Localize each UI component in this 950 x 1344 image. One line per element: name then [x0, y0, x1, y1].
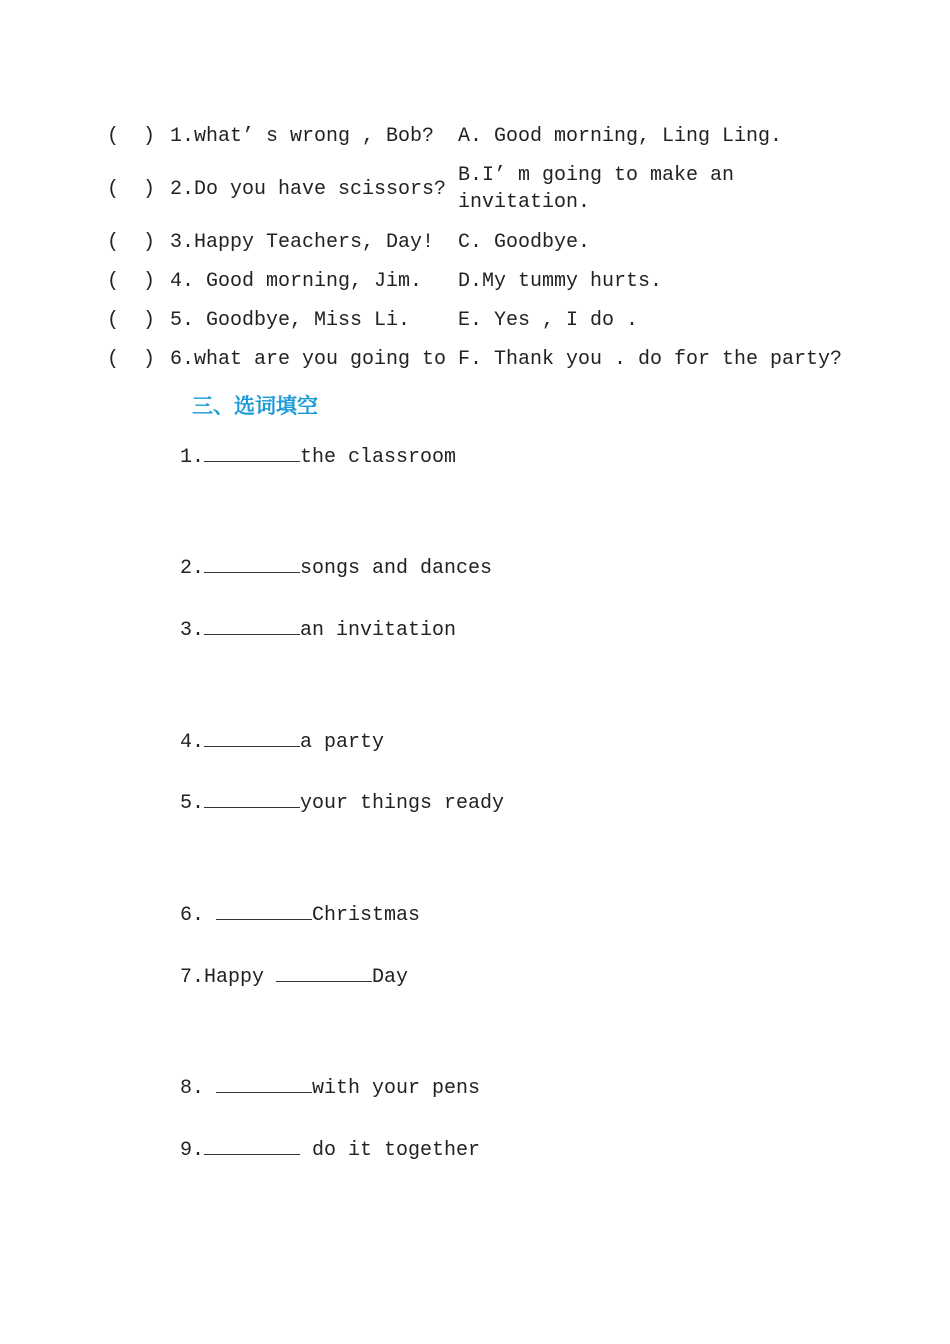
answer-bracket[interactable]: ( ): [107, 231, 156, 254]
item-number: 8.: [180, 1077, 217, 1100]
answer-f: F. Thank you . do for the party?: [458, 348, 843, 371]
fill-item-9: [180, 1136, 480, 1163]
answer-blank[interactable]: [276, 963, 372, 982]
answer-blank[interactable]: [204, 789, 300, 808]
item-number: 2.: [180, 557, 205, 580]
answer-blank[interactable]: [216, 1074, 312, 1093]
item-number: 4.: [180, 731, 205, 754]
fill-item-5: [180, 789, 504, 816]
item-number: 1.: [180, 446, 205, 469]
question-6: 6.what are you going to: [170, 348, 447, 371]
section-heading: 三、选词填空: [192, 393, 318, 418]
item-text: songs and dances: [300, 557, 493, 580]
question-5: 5. Goodbye, Miss Li.: [170, 309, 411, 332]
answer-bracket[interactable]: ( ): [107, 178, 156, 201]
item-number: 3.: [180, 619, 205, 642]
answer-blank[interactable]: [204, 554, 300, 573]
fill-item-7: [180, 963, 408, 990]
answer-bracket[interactable]: ( ): [107, 348, 156, 371]
item-text: an invitation: [300, 619, 457, 642]
fill-item-3: [180, 616, 456, 643]
item-text: your things ready: [300, 792, 505, 815]
fill-item-1: [180, 443, 456, 470]
answer-blank[interactable]: [204, 728, 300, 747]
answer-bracket[interactable]: ( ): [107, 125, 156, 148]
fill-item-6: [180, 901, 420, 928]
item-text: the classroom: [300, 446, 457, 469]
answer-bracket[interactable]: ( ): [107, 270, 156, 293]
answer-blank[interactable]: [216, 901, 312, 920]
answer-e: E. Yes , I do .: [458, 309, 639, 332]
question-1: 1.what’ s wrong , Bob?: [170, 125, 435, 148]
answer-bracket[interactable]: ( ): [107, 309, 156, 332]
item-text: with your pens: [312, 1077, 481, 1100]
item-text: Christmas: [312, 904, 421, 927]
item-text: Day: [372, 966, 409, 989]
question-4: 4. Good morning, Jim.: [170, 270, 423, 293]
answer-blank[interactable]: [204, 443, 300, 462]
answer-blank[interactable]: [204, 1136, 300, 1155]
answer-blank[interactable]: [204, 616, 300, 635]
question-2: 2.Do you have scissors?: [170, 178, 447, 201]
answer-b-line2: invitation.: [458, 191, 591, 214]
fill-item-8: [180, 1074, 480, 1101]
item-text: do it together: [300, 1139, 481, 1162]
fill-item-2: [180, 554, 492, 581]
answer-c: C. Goodbye.: [458, 231, 591, 254]
fill-item-4: [180, 728, 384, 755]
item-number: 7.Happy: [180, 966, 277, 989]
item-number: 6.: [180, 904, 217, 927]
question-3: 3.Happy Teachers, Day!: [170, 231, 435, 254]
item-number: 5.: [180, 792, 205, 815]
answer-a: A. Good morning, Ling Ling.: [458, 125, 783, 148]
answer-b: B.I’ m going to make an: [458, 164, 735, 187]
item-number: 9.: [180, 1139, 205, 1162]
answer-d: D.My tummy hurts.: [458, 270, 663, 293]
item-text: a party: [300, 731, 385, 754]
